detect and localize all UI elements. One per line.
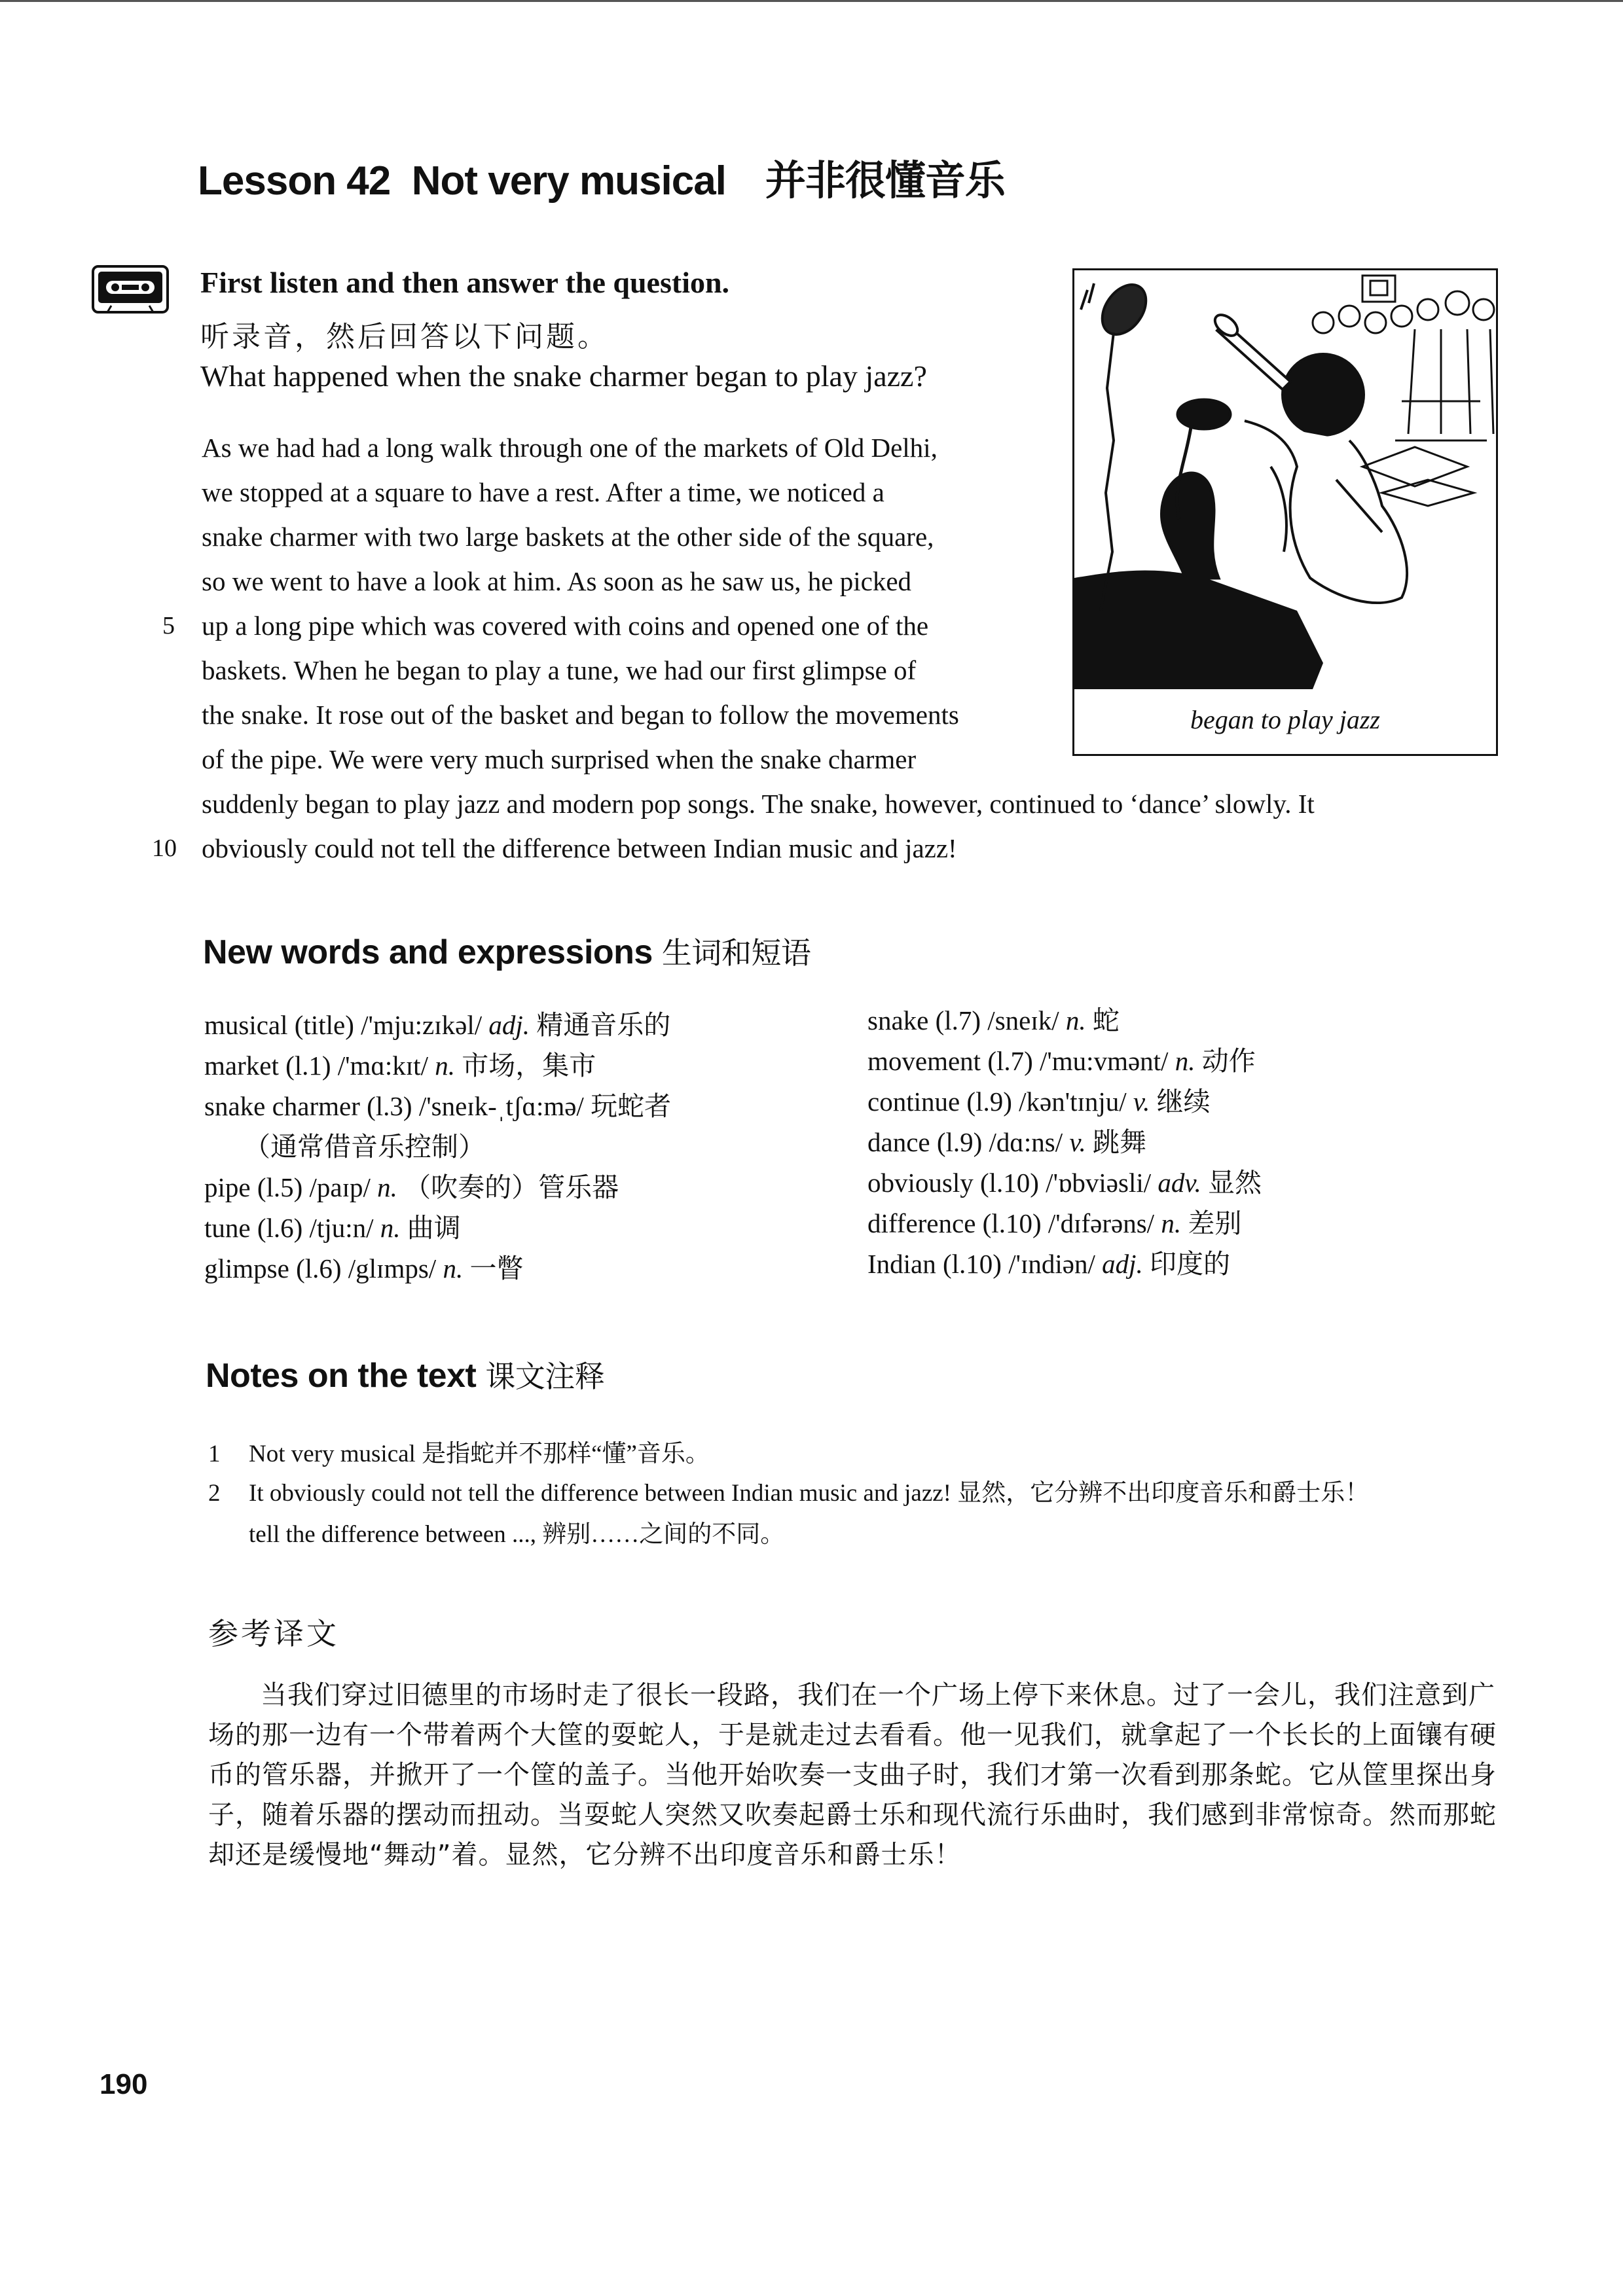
notes-heading-zh: 课文注释 — [485, 1359, 605, 1394]
vocab-item — [204, 1005, 671, 1045]
vocab-item — [204, 1167, 671, 1208]
vocab-zh: 显然 — [1208, 1168, 1262, 1198]
vocab-zh: 差别 — [1188, 1208, 1242, 1238]
vocab-item — [867, 1000, 1262, 1041]
vocab-word: snake charmer (l.3) /'sneɪk-ˌtʃɑ:mə/ — [204, 1091, 584, 1121]
passage-line-2: we stopped at a square to have a rest. After a time, we noticed a — [202, 477, 884, 507]
vocab-item — [204, 1086, 671, 1126]
vocab-pos: n. — [1161, 1208, 1182, 1238]
vocab-item — [867, 1203, 1262, 1244]
vocab-item — [867, 1244, 1262, 1284]
vocab-word: dance (l.9) /dɑ:ns/ — [867, 1127, 1063, 1157]
page-number: 190 — [100, 2068, 148, 2100]
vocab-word: continue (l.9) /kən'tɪnju/ — [867, 1086, 1127, 1117]
lesson-title — [198, 148, 1005, 206]
note-number: 1 — [208, 1441, 221, 1467]
note-number: 2 — [208, 1480, 221, 1507]
vocab-pos: v. — [1133, 1086, 1150, 1117]
vocab-word: glimpse (l.6) /glɪmps/ — [204, 1253, 437, 1283]
passage-line-1: As we had had a long walk through one of the markets of Old Delhi, — [202, 433, 938, 463]
vocab-item — [867, 1041, 1262, 1081]
vocab-pos: n. — [435, 1050, 455, 1081]
vocab-word: movement (l.7) /'mu:vmənt/ — [867, 1046, 1169, 1076]
vocab-pos: n. — [377, 1172, 397, 1202]
vocab-zh: 玩蛇者 — [591, 1091, 672, 1121]
lesson-title-zh: 并非很懂音乐 — [765, 156, 1005, 204]
note-text: It obviously could not tell the difference between Indian music and jazz! 显然，它分辨不出印度音乐和爵士乐！ — [249, 1480, 1370, 1507]
vocab-item — [204, 1248, 671, 1289]
listening-question: What happened when the snake charmer began to play jazz? — [200, 359, 927, 393]
vocab-item — [204, 1045, 671, 1086]
vocab-zh: （吹奏的）管乐器 — [404, 1172, 619, 1202]
line-number-5: 5 — [162, 612, 175, 639]
vocab-zh: 跳舞 — [1093, 1127, 1147, 1157]
vocab-pos: adj. — [1102, 1249, 1143, 1279]
vocab-zh: 动作 — [1201, 1046, 1256, 1076]
vocab-word: market (l.1) /'mɑ:kɪt/ — [204, 1050, 428, 1081]
vocab-zh: 曲调 — [407, 1213, 461, 1243]
vocab-pos: adj. — [488, 1010, 530, 1040]
vocab-item — [204, 1208, 671, 1248]
vocab-zh: 一瞥 — [469, 1253, 524, 1283]
note-item-2-continued — [208, 1514, 784, 1549]
vocabulary-heading-en: New words and expressions — [203, 933, 653, 971]
vocab-word: snake (l.7) /sneɪk/ — [867, 1005, 1059, 1035]
lesson-title-en: Lesson 42 Not very musical — [198, 158, 726, 204]
listening-instruction-en: First listen and then answer the question. — [200, 266, 730, 299]
notes-heading — [206, 1353, 604, 1396]
vocab-zh: 蛇 — [1092, 1005, 1120, 1035]
vocab-word: pipe (l.5) /paɪp/ — [204, 1172, 371, 1202]
listening-instruction-zh: 听录音，然后回答以下问题。 — [200, 321, 609, 353]
vocab-item-continuation — [204, 1126, 671, 1167]
vocabulary-heading — [203, 929, 811, 973]
passage-line-8: of the pipe. We were very much surprised when the snake charmer — [202, 744, 917, 774]
vocab-zh: 市场，集市 — [462, 1050, 596, 1081]
vocab-word: obviously (l.10) /'ɒbviəsli/ — [867, 1168, 1152, 1198]
vocab-zh: 印度的 — [1150, 1249, 1230, 1279]
passage-line-7: the snake. It rose out of the basket and began to follow the movements — [202, 700, 959, 730]
vocab-item — [867, 1122, 1262, 1162]
top-scan-edge — [0, 0, 1623, 2]
vocab-pos: v. — [1069, 1127, 1086, 1157]
vocabulary-right-column — [867, 1000, 1262, 1284]
vocab-item — [867, 1162, 1262, 1203]
note-item-1 — [208, 1433, 710, 1469]
notes-heading-en: Notes on the text — [206, 1357, 477, 1395]
note-text: tell the difference between ..., 辨别……之间的不同。 — [249, 1521, 785, 1548]
snake-charmer-illustration — [1074, 270, 1496, 754]
passage-line-3: snake charmer with two large baskets at the other side of the square, — [202, 522, 934, 552]
passage-line-5: up a long pipe which was covered with coins and opened one of the — [202, 611, 929, 641]
vocabulary-left-column — [204, 1005, 671, 1289]
translation-body: 当我们穿过旧德里的市场时走了很长一段路，我们在一个广场上停下来休息。过了一会儿，我们注意到广场的那一边有一个带着两个大筐的耍蛇人，于是就走过去看看。他一见我们，就拿起了一个长长的上面镶有硬币的管乐器，并掀开了一个筐的盖子。当他开始吹奏一支曲子时，我们才第一次看到那条蛇。它从筐里探出身子，随着乐器的摆动而扭动。当耍蛇人突然又吹奏起爵士乐和现代流行乐曲时，我们感到非常惊奇。然而那蛇却还是缓慢地“舞动”着。显然，它分辨不出印度音乐和爵士乐！ — [208, 1680, 1497, 1870]
passage-line-10: obviously could not tell the difference between Indian music and jazz! — [202, 833, 957, 863]
vocab-zh: （通常借音乐控制） — [244, 1132, 485, 1162]
vocab-word: difference (l.10) /'dɪfərəns/ — [867, 1208, 1155, 1238]
vocab-pos: n. — [1065, 1005, 1086, 1035]
line-number-10: 10 — [152, 834, 177, 862]
illustration-caption: began to play jazz — [1190, 705, 1380, 734]
vocab-word: tune (l.6) /tju:n/ — [204, 1213, 374, 1243]
vocab-item — [867, 1081, 1262, 1122]
illustration-frame — [1072, 268, 1498, 756]
passage-line-4: so we went to have a look at him. As soon as he saw us, he picked — [202, 566, 912, 596]
cassette-tape-icon — [92, 265, 169, 316]
vocab-word: Indian (l.10) /'ɪndiən/ — [867, 1249, 1095, 1279]
vocabulary-heading-zh: 生词和短语 — [661, 935, 811, 971]
vocab-zh: 继续 — [1156, 1086, 1211, 1117]
passage-line-9: suddenly began to play jazz and modern pop songs. The snake, however, continued to ‘dance’ slowly. It — [202, 789, 1315, 819]
vocab-pos: n. — [380, 1213, 401, 1243]
vocab-zh: 精通音乐的 — [536, 1010, 671, 1040]
vocab-pos: n. — [1175, 1046, 1195, 1076]
note-text: Not very musical 是指蛇并不那样“懂”音乐。 — [249, 1441, 710, 1467]
vocab-pos: n. — [443, 1253, 464, 1283]
note-item-2 — [208, 1473, 1369, 1508]
vocab-word: musical (title) /'mju:zɪkəl/ — [204, 1010, 483, 1040]
vocab-pos: adv. — [1158, 1168, 1201, 1198]
passage-line-6: baskets. When he began to play a tune, we had our first glimpse of — [202, 655, 917, 685]
translation-heading: 参考译文 — [208, 1617, 339, 1651]
